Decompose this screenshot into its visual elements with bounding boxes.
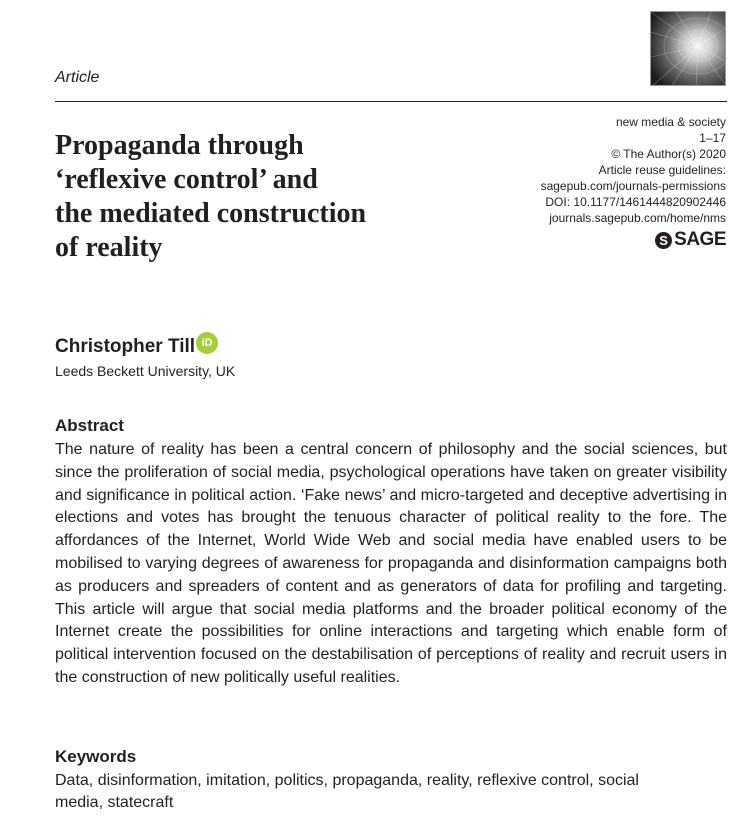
publisher-name: SAGE [674, 229, 726, 250]
title-line: Propaganda through [55, 130, 304, 161]
article-type-label: Article [55, 69, 100, 86]
keywords-heading: Keywords [55, 747, 137, 766]
title-line: of reality [55, 232, 163, 263]
doi[interactable]: DOI: 10.1177/1461444820902446 [545, 195, 726, 209]
abstract-text: The nature of reality has been a central concern of philosophy and the social sciences, but since the proliferation of social media, psychological operations have taken on greater visibility and significance in political action. ‘Fake news’ and micro-targeted and deceptive advertising in elections and votes has brought the tenuous character of political reality to the fore. The affordances of the Internet, World Wide Web and social media have enabled users to be mobilised to varying degrees of awareness for propaganda and disinformation campaigns both as producers and spreaders of content and as generators of data for profiling and targeting. This article will argue that social media platforms and the broader political economy of the Internet create the possibilities for online interactions and targeting which enable form of political intervention focused on the destabilisation of perceptions of reality and recruit users in the construction of new politically useful realities. [55, 441, 727, 686]
journal-homepage-link[interactable]: journals.sagepub.com/home/nms [549, 211, 726, 225]
reuse-guidelines-link[interactable]: sagepub.com/journals-permissions [540, 179, 726, 193]
copyright-notice: © The Author(s) 2020 [611, 147, 726, 161]
publisher-logo [655, 230, 726, 250]
author-name: Christopher Till [55, 336, 196, 357]
journal-name: new media & society [615, 115, 726, 129]
cover-tunnel-graphic [651, 12, 726, 86]
journal-cover-image [650, 11, 726, 86]
reuse-guidelines-label: Article reuse guidelines: [598, 163, 726, 177]
author-affiliation: Leeds Beckett University, UK [55, 363, 236, 379]
author-block [55, 336, 218, 358]
journal-metadata [541, 114, 726, 226]
title-line: ‘reflexive control’ and [55, 164, 318, 195]
abstract-heading: Abstract [55, 416, 124, 435]
sage-s-icon: S [655, 232, 672, 249]
keywords-list: Data, disinformation, imitation, politics, propaganda, reality, reflexive control, social media, statecraft [55, 772, 639, 811]
page-range: 1–17 [699, 131, 726, 145]
title-line: the mediated construction [55, 198, 367, 229]
article-title [55, 129, 475, 265]
header-divider [55, 101, 727, 102]
orcid-icon[interactable]: iD [196, 332, 218, 354]
